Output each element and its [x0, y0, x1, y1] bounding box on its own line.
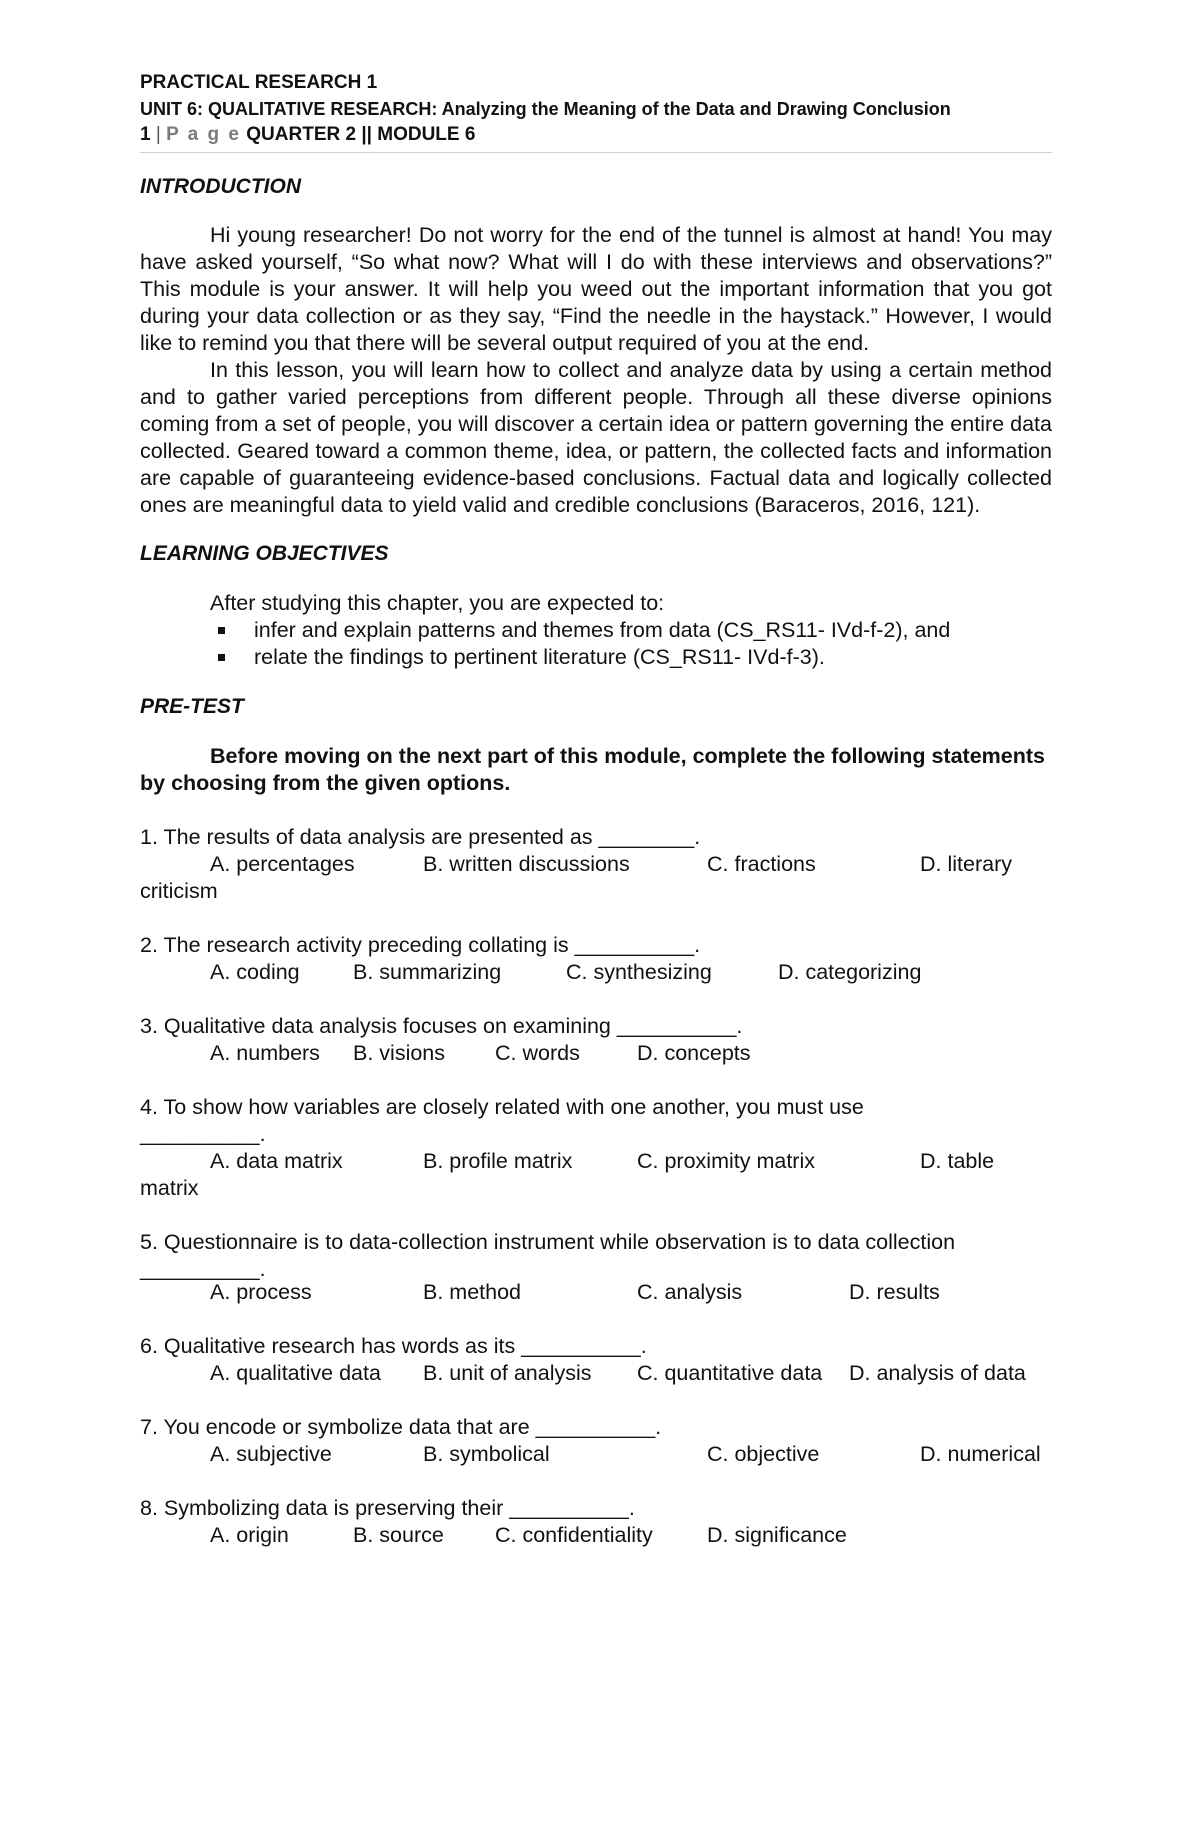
question-stem: 8. Symbolizing data is preserving their __________.: [140, 1496, 635, 1520]
option-b: B. symbolical: [423, 1442, 550, 1466]
options-row: [140, 1279, 1052, 1306]
module-page: [140, 70, 1052, 1549]
option-d: D. literary: [920, 852, 1012, 876]
option-a: A. qualitative data: [210, 1361, 381, 1385]
question-6: [140, 1333, 1052, 1387]
page-number: 1: [140, 124, 151, 145]
option-a: A. percentages: [210, 852, 355, 876]
option-d-wrap: criticism: [140, 879, 218, 903]
options-row: [140, 1441, 1052, 1468]
option-a: A. subjective: [210, 1442, 332, 1466]
option-c: C. synthesizing: [566, 960, 712, 984]
options-row: [140, 1148, 1052, 1175]
option-b: B. method: [423, 1280, 521, 1304]
pretest-instructions: Before moving on the next part of this module, complete the following statements by choosing from the given options.: [140, 744, 1045, 795]
pretest-heading: PRE-TEST: [140, 695, 244, 718]
question-1: [140, 824, 1052, 905]
option-d: D. analysis of data: [849, 1361, 1026, 1385]
bullet-icon: [218, 627, 225, 634]
question-stem: 3. Qualitative data analysis focuses on examining __________.: [140, 1014, 743, 1038]
option-b: B. source: [353, 1523, 444, 1547]
question-stem: 5. Questionnaire is to data-collection instrument while observation is to data collection: [140, 1230, 956, 1254]
option-b: B. visions: [353, 1041, 446, 1065]
option-c: C. analysis: [637, 1280, 743, 1304]
question-stem: 4. To show how variables are closely related with one another, you must use: [140, 1095, 864, 1119]
option-d: D. significance: [707, 1523, 847, 1547]
page-label: P a g e: [166, 124, 241, 145]
question-stem: 6. Qualitative research has words as its __________.: [140, 1334, 647, 1358]
option-a: A. data matrix: [210, 1149, 343, 1173]
question-stem: 1. The results of data analysis are presented as ________.: [140, 825, 701, 849]
header-divider: [140, 152, 1052, 153]
unit-title: UNIT 6: QUALITATIVE RESEARCH: Analyzing the Meaning of the Data and Drawing Conclusion: [140, 99, 951, 119]
question-5: [140, 1229, 1052, 1306]
question-4: [140, 1094, 1052, 1202]
objectives-heading: LEARNING OBJECTIVES: [140, 542, 389, 565]
options-row: [140, 1522, 1052, 1549]
page-header: [140, 70, 1052, 153]
question-stem-wrap: __________.: [140, 1122, 266, 1146]
option-a: A. coding: [210, 960, 300, 984]
question-stem: 2. The research activity preceding collating is __________.: [140, 933, 701, 957]
quarter-module: QUARTER 2 || MODULE 6: [246, 124, 476, 145]
option-d-wrap: matrix: [140, 1176, 199, 1200]
page-info: [140, 122, 1052, 148]
question-2: [140, 932, 1052, 986]
option-d: D. table: [920, 1149, 995, 1173]
list-item: [210, 617, 1052, 644]
option-b: B. profile matrix: [423, 1149, 573, 1173]
introduction-paragraph-2: In this lesson, you will learn how to collect and analyze data by using a certain method and to gather varied perceptions from different people. Through all these diverse opinions coming from a set of people, you will discover a certain idea or pattern governing the entire data collected. Geared toward a common theme, idea, or pattern, the collected facts and information are capable of guaranteeing evidence-based conclusions. Factual data and logically collected ones are meaningful data to yield valid and credible conclusions (Baraceros, 2016, 121).: [140, 358, 1052, 517]
option-d: D. concepts: [637, 1041, 751, 1065]
question-7: [140, 1414, 1052, 1468]
option-c: C. fractions: [707, 852, 816, 876]
option-b: B. summarizing: [353, 960, 502, 984]
option-c: C. confidentiality: [495, 1523, 653, 1547]
question-stem-wrap: __________.: [140, 1257, 266, 1281]
option-a: A. origin: [210, 1523, 289, 1547]
option-c: C. quantitative data: [637, 1361, 823, 1385]
course-title: PRACTICAL RESEARCH 1: [140, 72, 378, 93]
option-b: B. unit of analysis: [423, 1361, 592, 1385]
introduction-heading: INTRODUCTION: [140, 175, 301, 198]
option-c: C. words: [495, 1041, 580, 1065]
option-d: D. results: [849, 1280, 940, 1304]
objective-text: infer and explain patterns and themes from data (CS_RS11- IVd-f-2), and: [254, 618, 951, 642]
option-a: A. numbers: [210, 1041, 320, 1065]
objectives-list: [140, 617, 1052, 671]
question-3: [140, 1013, 1052, 1067]
options-row: [140, 1360, 1052, 1387]
option-d: D. categorizing: [778, 960, 922, 984]
option-d: D. numerical: [920, 1442, 1041, 1466]
objectives-intro: After studying this chapter, you are expected to:: [210, 591, 665, 615]
options-row: [140, 851, 1052, 878]
option-b: B. written discussions: [423, 852, 630, 876]
option-c: C. proximity matrix: [637, 1149, 815, 1173]
question-8: [140, 1495, 1052, 1549]
bullet-icon: [218, 654, 225, 661]
options-row: [140, 959, 1052, 986]
list-item: [210, 644, 1052, 671]
objective-text: relate the findings to pertinent literature (CS_RS11- IVd-f-3).: [254, 645, 825, 669]
page-separator: |: [155, 124, 161, 145]
options-row: [140, 1040, 1052, 1067]
introduction-paragraph-1: Hi young researcher! Do not worry for the end of the tunnel is almost at hand! You may have asked yourself, “So what now? What will I do with these interviews and observations?” This module is your answer. It will help you weed out the important information that you got during your data collection or as they say, “Find the needle in the haystack.” However, I would like to remind you that there will be several output required of you at the end.: [140, 223, 1052, 355]
question-stem: 7. You encode or symbolize data that are __________.: [140, 1415, 662, 1439]
option-a: A. process: [210, 1280, 312, 1304]
option-c: C. objective: [707, 1442, 820, 1466]
